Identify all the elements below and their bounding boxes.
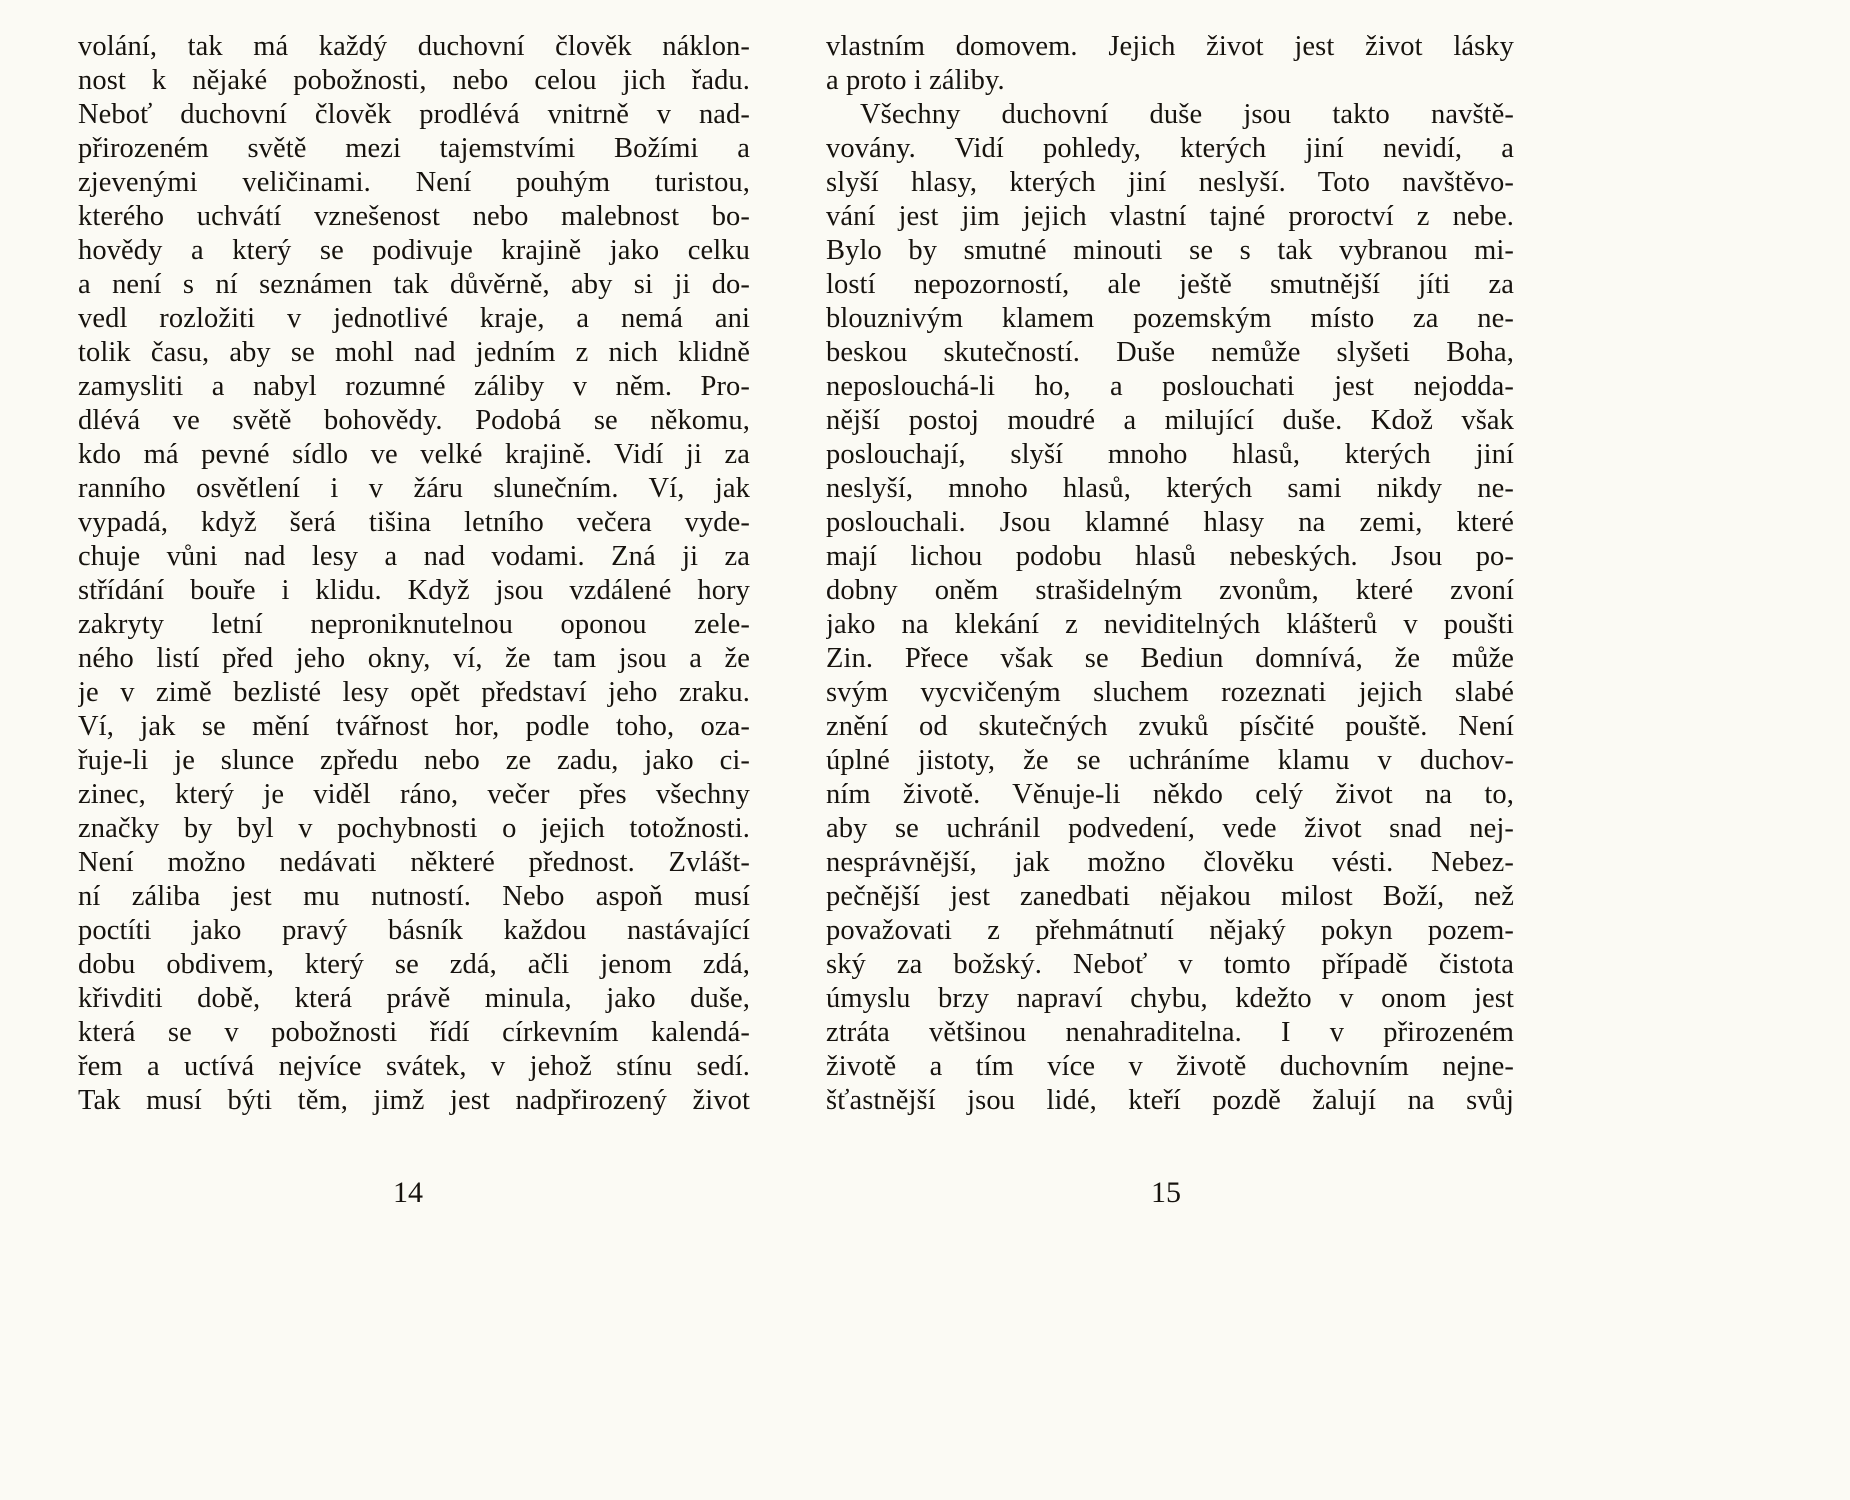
text-line: vovány. Vidí pohledy, kterých jiní nevidí, a [826,133,1514,164]
text-line: dobny oněm strašidelným zvonům, které zvoní [826,575,1514,606]
text-line: zinec, který je viděl ráno, večer přes všechny [78,779,750,810]
text-line: poslouchali. Jsou klamné hlasy na zemi, které [826,507,1514,538]
text-line: křivditi době, která právě minula, jako duše, [78,983,750,1014]
text-line: zjevenými veličinami. Není pouhým turistou, [78,167,750,198]
text-line: značky by byl v pochybnosti o jejich totožnosti. [78,813,750,844]
page-left [78,30,750,1118]
text-line: beskou skutečností. Duše nemůže slyšeti Boha, [826,337,1514,368]
text-line: mají lichou podobu hlasů nebeských. Jsou po- [826,541,1514,572]
text-line: ní záliba jest mu nutností. Nebo aspoň musí [78,881,750,912]
right-text-block [826,30,1514,1118]
text-line: Ví, jak se mění tvářnost hor, podle toho, oza- [78,711,750,742]
text-line: ranního osvětlení i v žáru slunečním. Ví, jak [78,473,750,504]
text-line: ného listí před jeho okny, ví, že tam jsou a že [78,643,750,674]
left-page-number: 14 [393,1176,423,1209]
text-line: Zin. Přece však se Bediun domnívá, že může [826,643,1514,674]
text-line: řem a uctívá nejvíce svátek, v jehož stínu sedí. [78,1051,750,1082]
text-line: řuje-li je slunce zpředu nebo ze zadu, jako ci- [78,745,750,776]
text-line: Bylo by smutné minouti se s tak vybranou mi- [826,235,1514,266]
text-line: poctíti jako pravý básník každou nastávající [78,915,750,946]
text-line: vání jest jim jejich vlastní tajné proroctví z nebe. [826,201,1514,232]
text-line: úmyslu brzy napraví chybu, kdežto v onom jest [826,983,1514,1014]
text-line: neposlouchá-li ho, a poslouchati jest nejodda- [826,371,1514,402]
text-line: neslyší, mnoho hlasů, kterých sami nikdy ne- [826,473,1514,504]
text-line: nesprávnější, jak možno člověku vésti. Nebez- [826,847,1514,878]
text-line: kterého uchvátí vznešenost nebo malebnost bo- [78,201,750,232]
text-line: vlastním domovem. Jejich život jest život lásky [826,31,1514,62]
text-line: hovědy a který se podivuje krajině jako celku [78,235,750,266]
text-line: vedl rozložiti v jednotlivé kraje, a nemá ani [78,303,750,334]
text-line: vypadá, když šerá tišina letního večera vyde- [78,507,750,538]
text-line: Není možno nedávati některé přednost. Zvlášt- [78,847,750,878]
text-line: Neboť duchovní člověk prodlévá vnitrně v nad- [78,99,750,130]
text-line: zamysliti a nabyl rozumné záliby v něm. Pro- [78,371,750,402]
text-line: poslouchají, slyší mnoho hlasů, kterých jiní [826,439,1514,470]
text-line: aby se uchránil podvedení, vede život snad nej- [826,813,1514,844]
text-line: přirozeném světě mezi tajemstvími Božími a [78,133,750,164]
text-line: šťastnější jsou lidé, kteří pozdě žalují na svůj [826,1085,1514,1116]
text-line: blouznivým klamem pozemským místo za ne- [826,303,1514,334]
text-line: dobu obdivem, který se zdá, ačli jenom zdá, [78,949,750,980]
right-page-number: 15 [1151,1176,1181,1209]
text-line: tolik času, aby se mohl nad jedním z nich klidně [78,337,750,368]
text-line: a není s ní seznámen tak důvěrně, aby si ji do- [78,269,750,300]
text-line: úplné jistoty, že se uchráníme klamu v duchov- [826,745,1514,776]
text-line: ský za božský. Neboť v tomto případě čistota [826,949,1514,980]
text-line: střídání bouře i klidu. Když jsou vzdálené hory [78,575,750,606]
left-text-block [78,30,750,1118]
text-line: životě a tím více v životě duchovním nejne- [826,1051,1514,1082]
text-line: ztráta většinou nenahraditelna. I v přirozeném [826,1017,1514,1048]
text-line: Všechny duchovní duše jsou takto navště- [860,99,1514,130]
text-line: slyší hlasy, kterých jiní neslyší. Toto navštěvo- [826,167,1514,198]
text-line: lostí nepozorností, ale ještě smutnější jíti za [826,269,1514,300]
text-line: zakryty letní neproniknutelnou oponou zele- [78,609,750,640]
text-line: nost k nějaké pobožnosti, nebo celou jich řadu. [78,65,750,96]
text-line: která se v pobožnosti řídí církevním kalendá- [78,1017,750,1048]
text-line: chuje vůni nad lesy a nad vodami. Zná ji za [78,541,750,572]
text-line: nější postoj moudré a milující duše. Kdož však [826,405,1514,436]
page-right [826,30,1514,1118]
text-line: kdo má pevné sídlo ve velké krajině. Vidí ji za [78,439,750,470]
text-line: Tak musí býti těm, jimž jest nadpřirozený život [78,1085,750,1116]
text-line: a proto i záliby. [826,65,1005,96]
text-line: svým vycvičeným sluchem rozeznati jejich slabé [826,677,1514,708]
text-line: považovati z přehmátnutí nějaký pokyn pozem- [826,915,1514,946]
text-line: je v zimě bezlisté lesy opět představí jeho zraku. [78,677,750,708]
text-line: jako na klekání z neviditelných klášterů v poušti [826,609,1514,640]
text-line: dlévá ve světě bohovědy. Podobá se někomu, [78,405,750,436]
text-line: pečnější jest zanedbati nějakou milost Boží, než [826,881,1514,912]
text-line: ním životě. Věnuje-li někdo celý život na to, [826,779,1514,810]
text-line: volání, tak má každý duchovní člověk náklon- [78,31,750,62]
text-line: znění od skutečných zvuků písčité pouště. Není [826,711,1514,742]
